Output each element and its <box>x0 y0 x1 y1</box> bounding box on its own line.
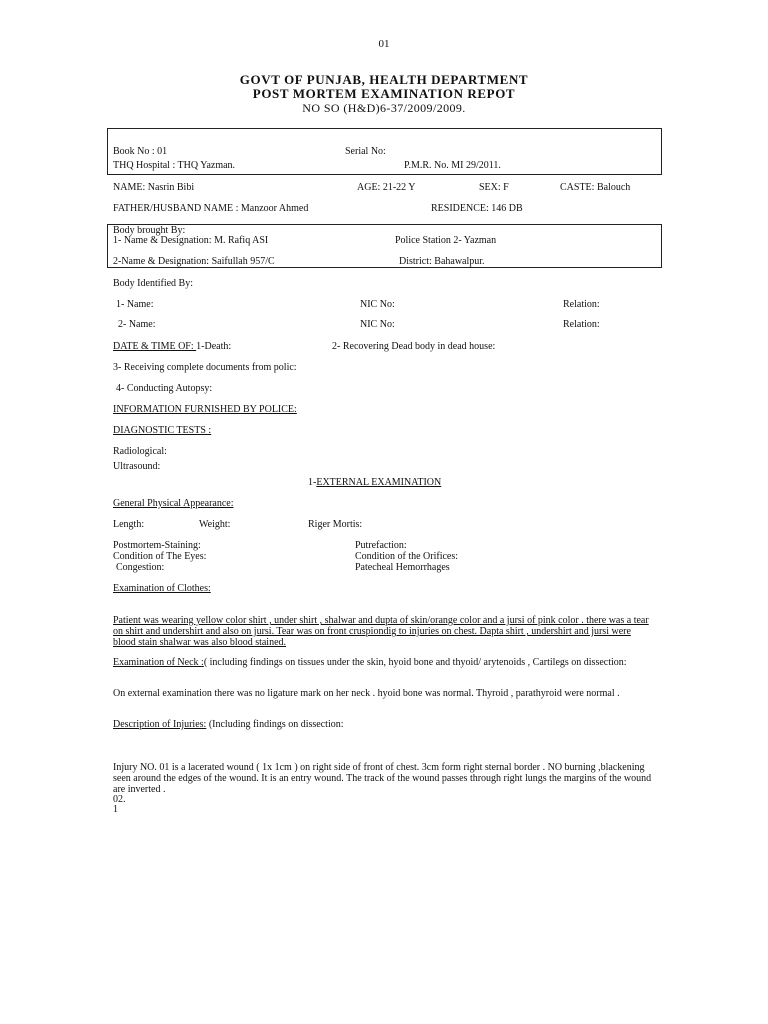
book-no: Book No : 01 <box>113 146 168 157</box>
postmortem-staining: Postmortem-Staining: <box>113 540 201 551</box>
rigor-mortis: Riger Mortis: <box>308 519 363 530</box>
district: District: Bahawalpur. <box>399 256 485 267</box>
reference-number: NO SO (H&D)6-37/2009/2009. <box>302 101 466 115</box>
death-time: 1-Death: <box>196 341 232 352</box>
orifice-condition: Condition of the Orifices: <box>355 551 459 562</box>
autopsy-time: 4- Conducting Autopsy: <box>116 383 213 394</box>
date-time-row <box>113 341 231 353</box>
identified-by-title: Body Identified By: <box>113 278 193 289</box>
external-exam-title: EXTERNAL EXAMINATION <box>316 477 442 488</box>
external-exam-prefix: 1- <box>308 477 317 488</box>
diagnostic-tests-heading: DIAGNOSTIC TESTS : <box>113 425 212 436</box>
brought-by-row2: 2-Name & Designation: Saifullah 957/C <box>113 256 275 267</box>
next-injury-number: 02. <box>113 794 126 805</box>
injury-description: Injury NO. 01 is a lacerated wound ( 1x 1cm ) on right side of front of chest. 3cm form right sternal border . NO burning ,blackening seen around the edges of the wound. It is an entry wound. The track of the wound passes through right lungs the margins of the wound are inverted . <box>113 762 652 795</box>
caste: CASTE: Balouch <box>560 182 631 193</box>
identifier-1-nic: NIC No: <box>360 299 395 310</box>
department-heading: GOVT OF PUNJAB, HEALTH DEPARTMENT <box>239 72 529 87</box>
radiological: Radiological: <box>113 446 167 457</box>
external-exam-heading <box>308 477 441 489</box>
deceased-name: NAME: Nasrin Bibi <box>113 182 195 193</box>
neck-title: Examination of Neck : <box>113 657 204 668</box>
brought-by-row1: 1- Name & Designation: M. Rafiq ASI <box>113 235 269 246</box>
identifier-2-name: 2- Name: <box>118 319 156 330</box>
neck-title-rest: ( including findings on tissues under the skin, hyoid bone and thyoid/ arytenoids , Cartilegs on dissection: <box>203 657 627 668</box>
length: Length: <box>113 519 145 530</box>
putrefaction: Putrefaction: <box>355 540 407 551</box>
clothes-heading: Examination of Clothes: <box>113 583 211 594</box>
injuries-title-rest: (Including findings on dissection: <box>206 719 344 730</box>
weight: Weight: <box>199 519 231 530</box>
identifier-2-relation: Relation: <box>563 319 600 330</box>
thq-hospital: THQ Hospital : THQ Yazman. <box>113 160 236 171</box>
sex: SEX: F <box>479 182 509 193</box>
police-information-heading: INFORMATION FURNISHED BY POLICE: <box>113 404 297 415</box>
father-husband-name: FATHER/HUSBAND NAME : Manzoor Ahmed <box>113 203 309 214</box>
page-number: 01 <box>378 38 390 50</box>
residence: RESIDENCE: 146 DB <box>431 203 523 214</box>
serial-no: Serial No: <box>345 146 386 157</box>
identifier-1-name: 1- Name: <box>116 299 154 310</box>
general-appearance-heading: General Physical Appearance: <box>113 498 234 509</box>
footer-number: 1 <box>113 804 118 815</box>
eye-condition: Condition of The Eyes: <box>113 551 207 562</box>
identifier-2-nic: NIC No: <box>360 319 395 330</box>
ultrasound: Ultrasound: <box>113 461 161 472</box>
petechial-hemorrhages: Patecheal Hemorrhages <box>355 562 450 573</box>
police-station: Police Station 2- Yazman <box>395 235 497 246</box>
report-title: POST MORTEM EXAMINATION REPOT <box>252 86 516 101</box>
pmr-no: P.M.R. No. MI 29/2011. <box>404 160 501 171</box>
congestion: Congestion: <box>116 562 165 573</box>
recovering-time: 2- Recovering Dead body in dead house: <box>332 341 496 352</box>
receiving-documents-time: 3- Receiving complete documents from polic: <box>113 362 297 373</box>
identifier-1-relation: Relation: <box>563 299 600 310</box>
date-time-label: DATE & TIME OF: <box>113 341 197 352</box>
neck-heading <box>113 657 653 668</box>
neck-findings: On external examination there was no ligature mark on her neck . hyoid bone was normal. Thyroid , parathyroid were normal . <box>113 688 620 699</box>
brought-by-title: Body brought By: <box>113 225 186 236</box>
injuries-heading <box>113 719 344 731</box>
age: AGE: 21-22 Y <box>357 182 416 193</box>
injuries-title: Description of Injuries: <box>113 719 207 730</box>
clothes-description: Patient was wearing yellow color shirt , under shirt , shalwar and dupta of skin/orange color and a jursi of pink color . there was a tear on shirt and undershirt and also on jursi. Tear was on front cruspiondig to injuries on chest. Dapta shirt , undershirt and jursi were blood stain shalwar was also blood stained. <box>113 615 649 648</box>
